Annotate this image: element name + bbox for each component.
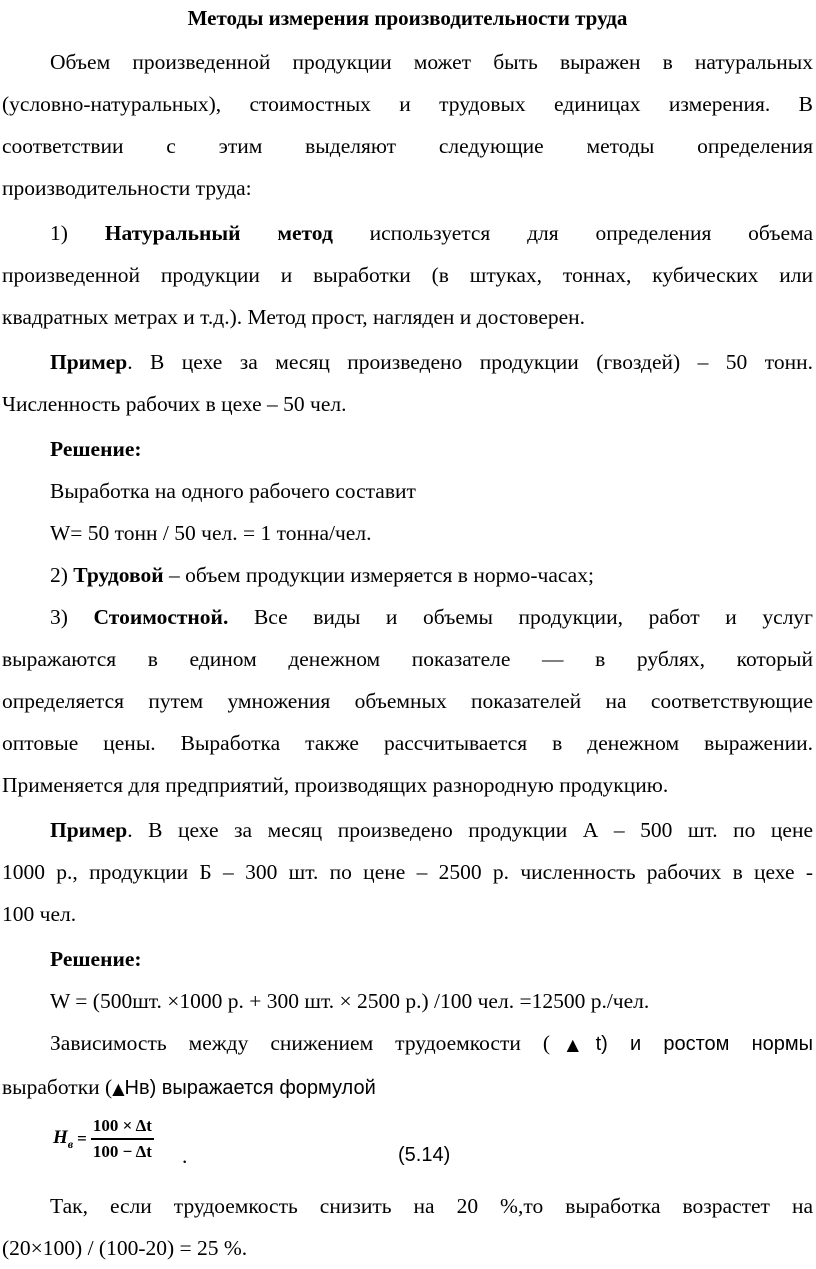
method-3-paragraph (2, 596, 813, 806)
method-1-text: используется для определения объема (369, 221, 813, 245)
method-1-paragraph (2, 212, 813, 338)
formula-lhs-symbol: H (53, 1126, 68, 1148)
method-3-text: Все виды и объемы продукции, работ и услуг (253, 605, 813, 629)
example-2-line-2: 1000 р., продукции Б – 300 шт. по цене – 2500 р. численность рабочих в цехе - (2, 860, 813, 884)
formula-denominator: 100 − Δt (92, 1142, 152, 1161)
conclusion-line-2: (20×100) / (100-20) = 25 %. (2, 1236, 248, 1260)
intro-line-2: (условно-натуральных), стоимостных и трудовых единицах измерения. В (2, 92, 813, 116)
example-1-line-2: Численность рабочих в цехе – 50 чел. (2, 392, 347, 416)
method-1-name: Натуральный метод (104, 221, 333, 245)
method-3-line-4: оптовые цены. Выработка также рассчитывается в денежном выражении. (2, 731, 813, 755)
intro-line-3: соответствии с этим выделяют следующие методы определения (2, 134, 813, 158)
dependency-line-2 (2, 1066, 813, 1110)
delta-icon: ▲ (550, 1035, 596, 1054)
method-3-line-5: Применяется для предприятий, производящих разнородную продукцию. (2, 773, 669, 797)
method-3-line-3: определяется путем умножения объемных показателей на соответствующие (2, 689, 813, 713)
formula-fraction (91, 1116, 154, 1162)
method-1-line-3: квадратных метрах и т.д.). Метод прост, нагляден и достоверен. (2, 305, 586, 329)
dependency-text-1b: t) и ростом нормы (595, 1033, 813, 1055)
example-1-text: . В цехе за месяц произведено продукции (гвоздей) – 50 тонн. (127, 350, 813, 374)
intro-line-1: Объем произведенной продукции может быть выражен в натуральных (50, 50, 813, 74)
formula-dot: . (182, 1144, 188, 1168)
solution-1-label (2, 428, 813, 470)
formula-lhs (53, 1127, 73, 1152)
solution-2-line-1: W = (500шт. ×1000 р. + 300 шт. × 2500 р.) /100 чел. =12500 р./чел. (50, 989, 650, 1013)
method-1-line-1 (2, 212, 813, 254)
example-2-line-3: 100 чел. (2, 902, 77, 926)
method-3-name: Стоимостной. (93, 605, 229, 629)
formula-row (2, 1114, 813, 1182)
method-3-number: 3) (50, 605, 68, 629)
dependency-text-2a: выработки ( (2, 1075, 113, 1099)
equation-number: (5.14) (398, 1144, 451, 1166)
formula-lhs-subscript: в (67, 1136, 74, 1151)
intro-line-4: производительности труда: (2, 176, 252, 200)
method-2-number: 2) (50, 563, 68, 587)
formula-5-14 (53, 1116, 154, 1162)
delta-icon: ▲ (112, 1079, 125, 1098)
conclusion-line-1: Так, если трудоемкость снизить на 20 %,то выработка возрастет на (50, 1194, 813, 1218)
solution-2-label-text: Решение: (50, 947, 142, 971)
dependency-line-1 (2, 1022, 813, 1066)
example-2-line-1 (2, 809, 813, 851)
example-1-label: Пример (50, 350, 128, 374)
conclusion-paragraph (2, 1185, 813, 1269)
solution-1-line-2: W= 50 тонн / 50 чел. = 1 тонна/чел. (50, 521, 372, 545)
method-1-number: 1) (50, 221, 68, 245)
example-2-paragraph (2, 809, 813, 935)
solution-2-label (2, 938, 813, 980)
method-3-line-1 (2, 596, 813, 638)
solution-1-line-1: Выработка на одного рабочего составит (50, 479, 416, 503)
example-1-line-1 (2, 341, 813, 383)
formula-equals: = (77, 1129, 87, 1148)
example-2-text: . В цехе за месяц произведено продукции А – 500 шт. по цене (127, 818, 813, 842)
intro-paragraph (2, 41, 813, 209)
dependency-text-2b: Нв) выражается формулой (124, 1077, 376, 1099)
method-2-line (2, 554, 813, 596)
page-title: Методы измерения производительности труда (187, 6, 628, 30)
solution-1-label-text: Решение: (50, 437, 142, 461)
example-1-paragraph (2, 341, 813, 425)
formula-numerator: 100 × Δt (91, 1116, 154, 1140)
method-2-text: – объем продукции измеряется в нормо-часах; (163, 563, 594, 587)
method-1-line-2: произведенной продукции и выработки (в штуках, тоннах, кубических или (2, 263, 813, 287)
example-2-label: Пример (50, 818, 128, 842)
dependency-paragraph (2, 1022, 813, 1110)
method-2-name: Трудовой (73, 563, 164, 587)
method-3-line-2: выражаются в едином денежном показателе — в рублях, который (2, 647, 813, 671)
dependency-text-1a: Зависимость между снижением трудоемкости ( (50, 1031, 551, 1055)
